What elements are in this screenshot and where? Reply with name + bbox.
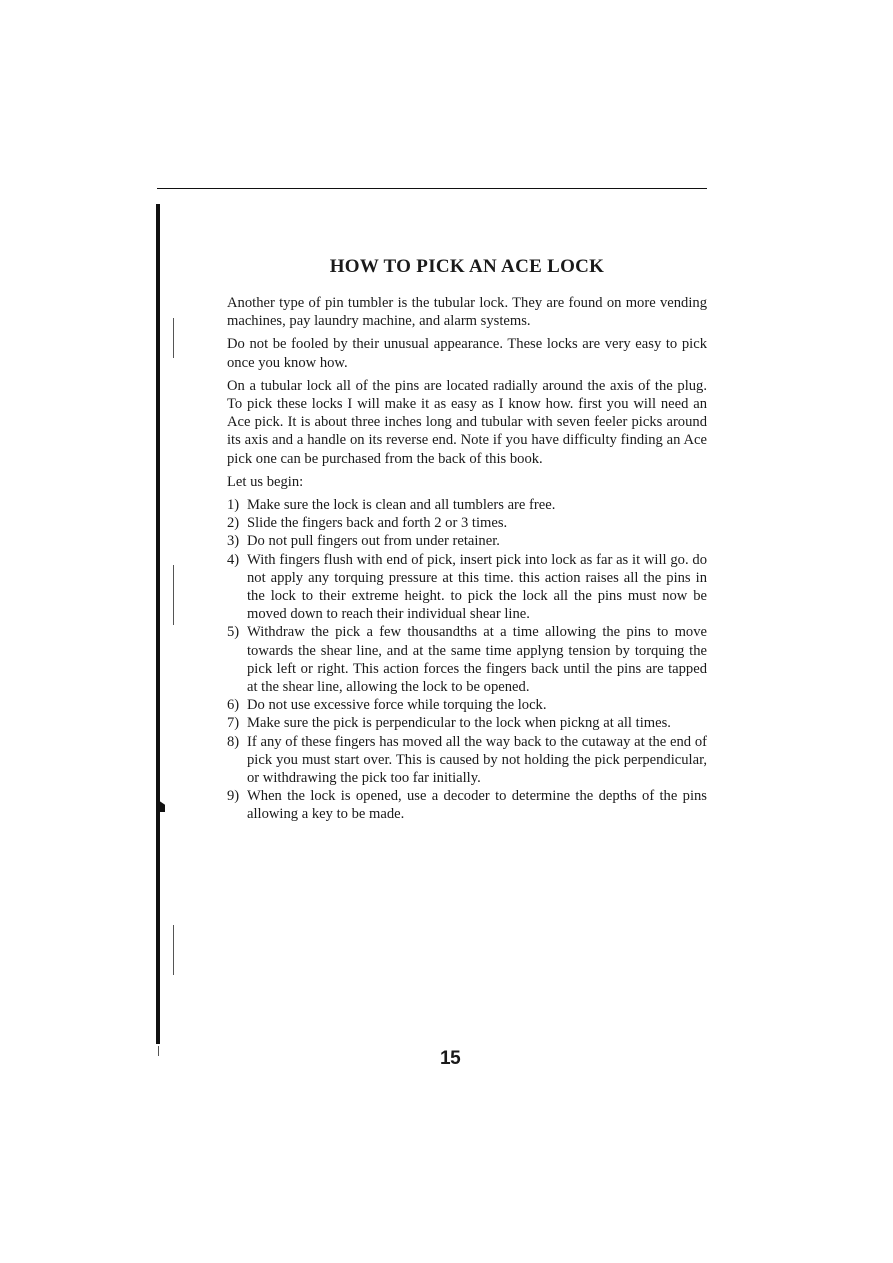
step-number: 9) xyxy=(227,788,240,805)
step-text: Do not use excessive force while torquing the lock. xyxy=(247,697,547,714)
step-text: Do not pull fingers out from under retainer. xyxy=(247,533,500,550)
margin-mark xyxy=(173,318,174,358)
step-item xyxy=(227,514,707,532)
step-number: 5) xyxy=(227,624,240,641)
margin-mark xyxy=(158,1046,159,1056)
step-item xyxy=(227,714,707,732)
step-number: 3) xyxy=(227,533,240,550)
paragraph: Let us begin: xyxy=(227,473,304,490)
step-item xyxy=(227,532,707,550)
step-text: Make sure the lock is clean and all tumblers are free. xyxy=(247,497,556,514)
step-number: 6) xyxy=(227,697,240,714)
step-item xyxy=(227,787,707,823)
page-number: 15 xyxy=(440,1048,461,1069)
step-text: Withdraw the pick a few thousandths at a time allowing the pins to move towards the shear line, and at the same time applyng tension by torquing the pick left or right. This action forces the fingers back until the pins are tapped at the shear line, allowing the lock to be opened. xyxy=(247,624,707,696)
step-text: When the lock is opened, use a decoder to determine the depths of the pins allowing a key to be made. xyxy=(247,788,707,823)
step-text: If any of these fingers has moved all the way back to the cutaway at the end of pick you must start over. This is caused by not holding the pick perpendicular, or withdrawing the pick too far initially. xyxy=(247,733,707,787)
margin-notch xyxy=(158,800,165,812)
step-number: 7) xyxy=(227,715,240,732)
step-item xyxy=(227,696,707,714)
document-body xyxy=(227,294,707,824)
step-item xyxy=(227,496,707,514)
margin-mark xyxy=(173,925,174,975)
paragraph: Do not be fooled by their unusual appearance. These locks are very easy to pick once you know how. xyxy=(227,336,707,371)
steps-list xyxy=(227,496,707,824)
margin-mark xyxy=(173,565,174,625)
top-rule xyxy=(157,188,707,189)
step-text: Make sure the pick is perpendicular to the lock when pickng at all times. xyxy=(247,715,671,732)
page-title: HOW TO PICK AN ACE LOCK xyxy=(329,256,605,277)
step-text: Slide the fingers back and forth 2 or 3 times. xyxy=(247,515,508,532)
paragraph: On a tubular lock all of the pins are located radially around the axis of the plug. To pick these locks I will make it as easy as I know how. first you will need an Ace pick. It is about three inches long and tubular with seven feeler picks around its axis and a handle on its reverse end. Note if you have difficulty finding an Ace pick one can be purchased from the back of this book. xyxy=(227,377,707,467)
step-item xyxy=(227,623,707,696)
step-number: 1) xyxy=(227,497,240,514)
paragraph: Another type of pin tumbler is the tubular lock. They are found on more vending machines, pay laundry machine, and alarm systems. xyxy=(227,295,707,330)
step-number: 4) xyxy=(227,551,240,568)
step-item xyxy=(227,733,707,788)
left-margin-bar xyxy=(156,204,160,1044)
step-number: 2) xyxy=(227,515,240,532)
step-item xyxy=(227,551,707,624)
step-text: With fingers flush with end of pick, insert pick into lock as far as it will go. do not apply any torquing pressure at this time. this action raises all the pins in the lock to their extreme height. to pick the lock all the pins must now be moved down to reach their individual shear line. xyxy=(247,551,707,623)
step-number: 8) xyxy=(227,733,240,750)
